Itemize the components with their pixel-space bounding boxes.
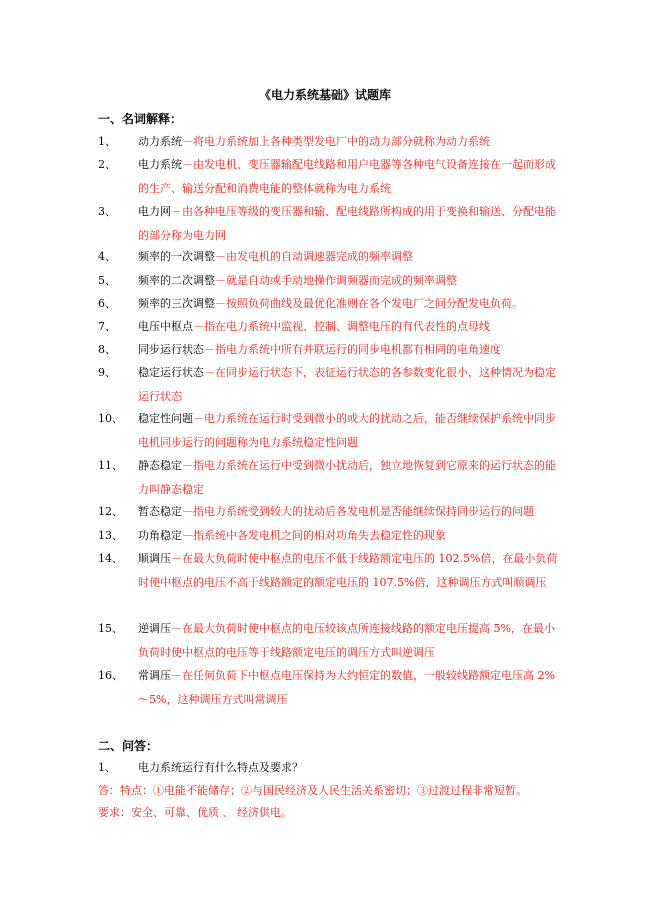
term: 同步运行状态 (138, 343, 204, 356)
separator: － (182, 158, 193, 171)
separator: － (171, 622, 182, 635)
separator: － (204, 343, 215, 356)
term: 静态稳定 (138, 459, 182, 472)
definition-item (98, 153, 558, 200)
term: 稳定性问题 (138, 412, 193, 425)
definition-text: 在同步运行状态下，表征运行状态的各参数变化很小，这种情况为稳定运行状态 (138, 366, 556, 403)
definition-text: 由发电机的自动调速器完成的频率调整 (226, 250, 413, 263)
separator: － (171, 552, 182, 565)
question-text: 电力系统运行有什么特点及要求？ (138, 761, 303, 774)
definition-item (98, 200, 558, 247)
item-number: 2、 (98, 158, 116, 171)
definition-text: 由各种电压等级的变压器和输、配电线路所构成的用于变换和输送、分配电能的部分称为电力网 (138, 205, 556, 242)
item-number: 5、 (98, 274, 116, 287)
item-number: 8、 (98, 343, 116, 356)
definition-text: 在最大负荷时使中枢点的电压较该点所连接线路的额定电压提高 5%，在最小负荷时使中枢点的电压等于线路额定电压的调压方式叫逆调压 (138, 622, 555, 659)
definition-text: 在最大负荷时使中枢点的电压不低于线路额定电压的 102.5%倍，在最小负荷时使中枢点的电压不高于线路额定的额定电压的 107.5%倍，这种调压方式叫顺调压 (138, 552, 558, 589)
separator: － (171, 205, 182, 218)
definition-text: 指电力系统在运行中受到微小扰动后，独立地恢复到它原来的运行状态的能力叫静态稳定 (138, 459, 556, 496)
separator: － (182, 135, 193, 148)
term: 暂态稳定 (138, 505, 182, 518)
term: 常调压 (138, 669, 171, 682)
definition-item (98, 547, 558, 594)
page-title: 《电力系统基础》试题库 (258, 88, 391, 102)
definition-item (98, 245, 558, 269)
separator: － (193, 320, 204, 333)
definition-text: 指电力系统受到较大的扰动后各发电机是否能继续保持同步运行的问题 (193, 505, 534, 518)
item-number: 12、 (98, 505, 123, 518)
separator: － (182, 459, 193, 472)
term: 逆调压 (138, 622, 171, 635)
separator: － (215, 297, 226, 310)
definition-text: 电力系统在运行时受到微小的或大的扰动之后，能否继续保护系统中同步电机同步运行的问题称为电力系统稳定性问题 (138, 412, 556, 449)
item-number: 13、 (98, 529, 123, 542)
term: 电力网 (138, 205, 171, 218)
separator: － (215, 250, 226, 263)
section-heading-questions: 二、问答： (98, 739, 159, 753)
definition-item (98, 524, 558, 548)
item-number: 3、 (98, 205, 116, 218)
answer-features: 答：特点：①电能不能储存；②与国民经济及人民生活关系密切；③过渡过程非常短暂。 (98, 784, 527, 797)
separator: － (182, 505, 193, 518)
term: 动力系统 (138, 135, 182, 148)
definition-item (98, 500, 558, 524)
definition-text: 指在电力系统中监视、控制、调整电压的有代表性的点母线 (204, 320, 490, 333)
definition-text: 按照负荷曲线及最优化准则在各个发电厂之间分配发电负荷。 (226, 297, 523, 310)
question-item (98, 757, 558, 779)
item-number: 1、 (98, 761, 116, 774)
definition-text: 将电力系统加上各种类型发电厂中的动力部分就称为动力系统 (193, 135, 490, 148)
definition-item (98, 269, 558, 293)
definition-item (98, 617, 558, 664)
answer-requirements: 要求：安全、可靠、优质 、 经济供电。 (98, 806, 292, 819)
term: 频率的二次调整 (138, 274, 215, 287)
term: 电力系统 (138, 158, 182, 171)
definition-item (98, 292, 558, 316)
item-number: 14、 (98, 552, 123, 565)
definition-text: 就是自动或手动地操作调频器而完成的频率调整 (226, 274, 457, 287)
definition-text: 由发电机、变压器输配电线路和用户电器等各种电气设备连接在一起而形成的生产、输送分配和消费电能的整体就称为电力系统 (138, 158, 556, 195)
item-number: 6、 (98, 297, 116, 310)
item-number: 9、 (98, 366, 116, 379)
definition-text: 指电力系统中所有并联运行的同步电机都有相同的电角速度 (215, 343, 501, 356)
item-number: 16、 (98, 669, 123, 682)
definition-item (98, 315, 558, 339)
definition-item (98, 454, 558, 501)
definition-item (98, 361, 558, 408)
item-number: 11、 (98, 459, 123, 472)
definition-item (98, 664, 558, 711)
term: 频率的一次调整 (138, 250, 215, 263)
term: 功角稳定 (138, 529, 182, 542)
item-number: 7、 (98, 320, 116, 333)
item-number: 10、 (98, 412, 123, 425)
item-number: 15、 (98, 622, 123, 635)
separator: － (171, 669, 182, 682)
term: 电压中枢点 (138, 320, 193, 333)
definition-text: 指系统中各发电机之间的相对功角失去稳定性的现象 (193, 529, 446, 542)
separator: － (182, 529, 193, 542)
definition-item (98, 130, 558, 154)
separator: － (193, 412, 204, 425)
item-number: 1、 (98, 135, 116, 148)
term: 频率的三次调整 (138, 297, 215, 310)
separator: － (215, 274, 226, 287)
item-number: 4、 (98, 250, 116, 263)
term: 顺调压 (138, 552, 171, 565)
definition-item (98, 338, 558, 362)
definition-text: 在任何负荷下中枢点电压保持为大约恒定的数值，一般较线路额定电压高 2%～5%，这种调压方式叫常调压 (138, 669, 555, 706)
section-heading-definitions: 一、名词解释： (98, 112, 183, 126)
definition-item (98, 407, 558, 454)
term: 稳定运行状态 (138, 366, 204, 379)
separator: － (204, 366, 215, 379)
